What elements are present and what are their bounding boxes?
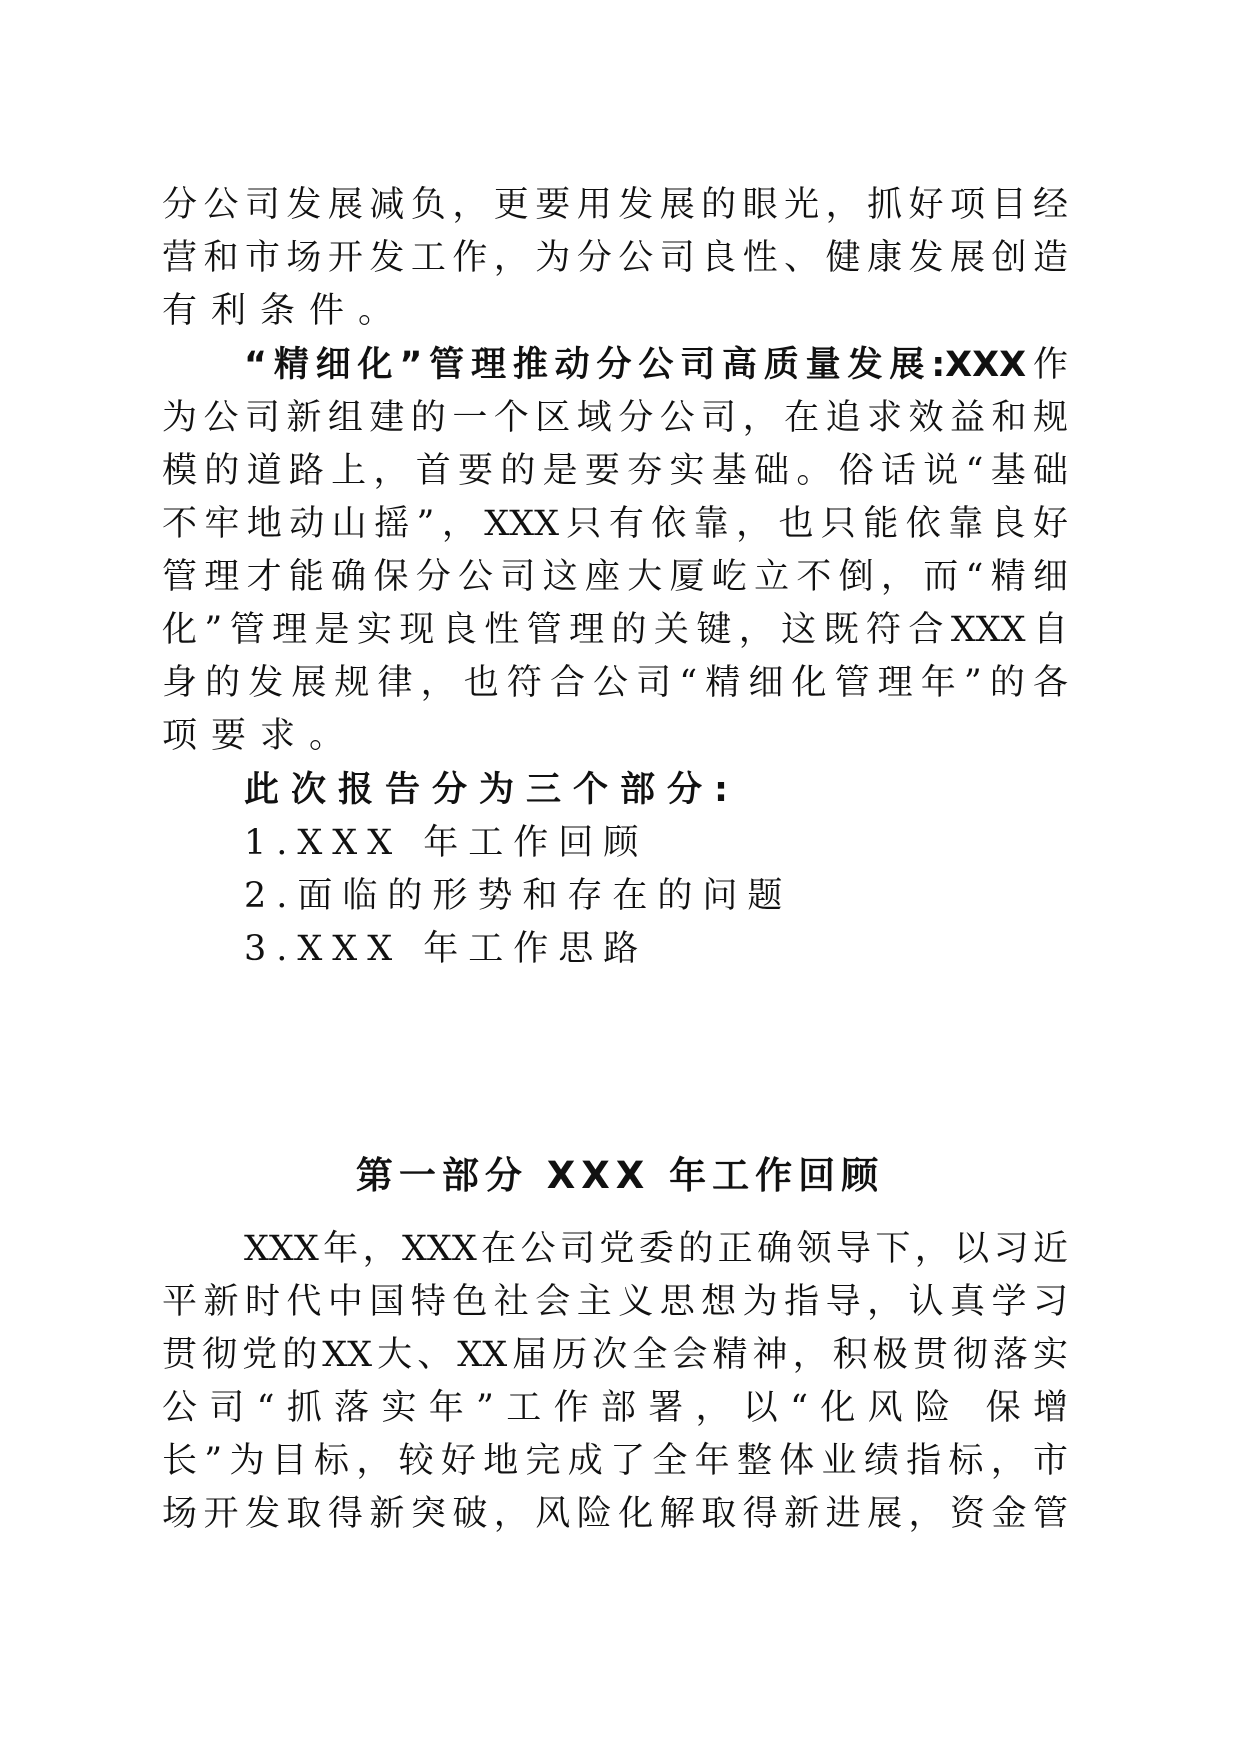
paragraph-line: 为公司新组建的一个区域分公司，在追求效益和规 <box>162 398 1068 438</box>
paragraph-line: 分公司发展减负，更要用发展的眼光，抓好项目经 <box>162 185 1068 225</box>
paragraph-line: 平新时代中国特色社会主义思想为指导，认真学习 <box>162 1282 1068 1322</box>
paragraph-first-line <box>244 336 1068 394</box>
report-part-item: 1.XXX 年工作回顾 <box>244 823 649 863</box>
bold-lead: “精细化”管理推动分公司高质量发展:XXX <box>244 345 1027 385</box>
report-part-item: 3.XXX 年工作思路 <box>244 929 649 969</box>
paragraph-line: 公司“抓落实年”工作部署，以“化风险 保增 <box>162 1388 1068 1428</box>
paragraph-line: 模的道路上，首要的是要夯实基础。俗话说“基础 <box>162 451 1068 491</box>
paragraph-line: 营和市场开发工作，为分公司良性、健康发展创造 <box>162 238 1068 278</box>
paragraph-line: 不牢地动山摇”，XXX只有依靠，也只能依靠良好 <box>162 504 1068 544</box>
lead-continuation: 作 <box>1026 345 1068 385</box>
section-heading: 第一部分 XXX 年工作回顾 <box>355 1154 885 1197</box>
paragraph-line: 项要求。 <box>162 716 359 756</box>
paragraph-line: 管理才能确保分公司这座大厦屹立不倒，而“精细 <box>162 557 1068 597</box>
report-intro: 此次报告分为三个部分: <box>244 770 740 810</box>
paragraph-line: 长”为目标，较好地完成了全年整体业绩指标，市 <box>162 1441 1068 1481</box>
paragraph-line: 场开发取得新突破，风险化解取得新进展，资金管 <box>162 1494 1068 1534</box>
report-part-item: 2.面临的形势和存在的问题 <box>244 876 793 916</box>
paragraph-line: 贯彻党的XX大、XX届历次全会精神，积极贯彻落实 <box>162 1335 1068 1375</box>
paragraph-line: 有利条件。 <box>162 291 408 331</box>
paragraph-line: 身的发展规律，也符合公司“精细化管理年”的各 <box>162 663 1068 703</box>
paragraph-line: 化”管理是实现良性管理的关键，这既符合XXX自 <box>162 610 1068 650</box>
paragraph-first-line: XXX年，XXX在公司党委的正确领导下，以习近 <box>244 1229 1068 1269</box>
